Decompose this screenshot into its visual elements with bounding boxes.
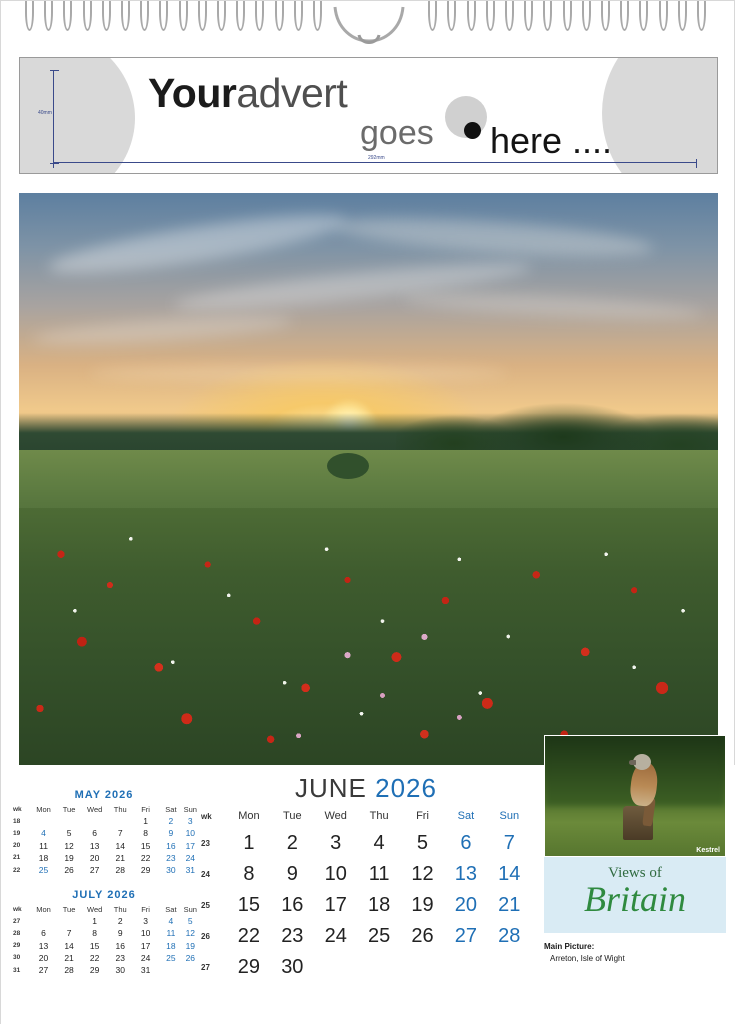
day-cell[interactable]: 16 [281, 894, 304, 916]
wire-coil [486, 1, 495, 31]
day-cell: 14 [115, 840, 125, 851]
day-cell: 9 [168, 828, 174, 839]
brand-block [544, 857, 726, 933]
day-cell: 20 [89, 852, 100, 863]
day-header: Sun [183, 805, 197, 815]
dimension-guide-horizontal [53, 162, 697, 163]
day-cell: 23 [115, 952, 125, 963]
day-cell[interactable]: 29 [237, 956, 261, 978]
day-cell [488, 952, 531, 983]
wire-coil [140, 1, 149, 31]
wire-coil [620, 1, 629, 31]
day-cell: 12 [64, 840, 74, 851]
day-cell: 5 [187, 916, 193, 927]
mini-month-may [11, 789, 197, 876]
day-cell: 13 [89, 840, 100, 851]
wire-coil [428, 1, 437, 31]
day-cell[interactable]: 10 [324, 863, 347, 885]
day-cell: 27 [89, 865, 100, 876]
day-cell[interactable]: 6 [460, 832, 472, 854]
wire-coil [447, 1, 456, 31]
day-cell [401, 952, 444, 983]
day-cell[interactable]: 3 [330, 832, 342, 854]
day-cell [184, 964, 197, 976]
day-cell: 11 [39, 840, 48, 851]
inset-photograph [544, 735, 726, 857]
dimension-width-label: 292mm [368, 155, 385, 161]
day-cell[interactable]: 5 [416, 832, 429, 854]
day-cell[interactable]: 4 [373, 832, 385, 854]
day-header: Mon [36, 805, 51, 815]
day-cell[interactable]: 14 [498, 863, 521, 885]
day-cell: 16 [166, 840, 176, 851]
day-cell: 9 [117, 928, 123, 939]
main-picture-location: Arreton, Isle of Wight [550, 953, 625, 963]
main-picture-label: Main Picture: [544, 942, 595, 951]
advert-word-advert: advert [236, 70, 348, 116]
wire-coil [505, 1, 514, 31]
day-cell: 21 [115, 852, 125, 863]
day-cell: 29 [140, 865, 151, 876]
week-number: 22 [13, 866, 21, 874]
day-cell: 8 [92, 928, 98, 939]
day-cell[interactable]: 2 [286, 832, 298, 854]
advert-panel[interactable] [19, 57, 718, 174]
table-row [11, 964, 197, 976]
wire-coil [524, 1, 533, 31]
day-header: Wed [324, 810, 347, 822]
day-cell: 20 [38, 952, 49, 963]
day-header: Mon [238, 810, 260, 822]
day-cell: 1 [143, 816, 148, 827]
wire-coil [275, 1, 284, 31]
day-cell [31, 915, 57, 927]
day-cell [82, 815, 108, 827]
table-header-row [11, 804, 197, 815]
table-row [11, 852, 197, 864]
day-header: Sat [165, 805, 177, 815]
day-cell [31, 815, 57, 827]
advert-line-3: here .... [490, 120, 613, 161]
wire-coil [563, 1, 572, 31]
bird-beak [629, 760, 636, 765]
day-header: Sun [183, 905, 197, 915]
day-cell: 4 [41, 828, 46, 839]
wire-coil [63, 1, 72, 31]
advert-line-2: goes [360, 114, 434, 152]
table-row [201, 828, 531, 859]
table-row [11, 815, 197, 827]
day-cell: 16 [115, 940, 125, 951]
day-cell: 7 [117, 828, 123, 839]
day-cell[interactable]: 24 [324, 925, 347, 947]
day-cell: 25 [166, 952, 176, 963]
week-number: 30 [13, 954, 21, 962]
wire-coil [697, 1, 706, 31]
main-month-title [201, 773, 531, 804]
week-number: 23 [201, 839, 210, 848]
week-number: 19 [13, 829, 21, 837]
day-cell: 3 [187, 816, 193, 827]
mini-month-july [11, 889, 197, 976]
day-header: Thu [369, 810, 389, 822]
wk-header: wk [13, 906, 22, 914]
inset-caption: Kestrel [696, 847, 720, 854]
mini-month-year: 2026 [107, 889, 136, 901]
day-cell: 15 [89, 940, 100, 951]
week-number: 27 [13, 917, 21, 925]
day-cell: 7 [66, 928, 72, 939]
day-cell[interactable]: 27 [454, 925, 477, 947]
wire-coil [678, 1, 687, 31]
day-cell[interactable]: 18 [367, 894, 391, 916]
day-header: Fri [141, 905, 150, 915]
day-cell: 4 [168, 916, 174, 927]
day-cell: 18 [166, 940, 176, 951]
day-cell: 3 [143, 916, 148, 927]
day-cell: 11 [166, 928, 176, 939]
day-cell: 6 [92, 828, 98, 839]
day-cell [107, 815, 133, 827]
day-cell[interactable]: 15 [237, 894, 261, 916]
mini-month-title [11, 889, 197, 901]
wire-coil [582, 1, 591, 31]
day-cell: 10 [140, 928, 151, 939]
week-number: 26 [201, 932, 210, 941]
wire-coil [179, 1, 188, 31]
mini-month-year: 2026 [104, 789, 134, 801]
day-cell [444, 952, 487, 983]
main-month-table [201, 810, 531, 983]
day-cell: 22 [140, 852, 151, 863]
day-cell: 8 [143, 828, 148, 839]
mini-month-table [11, 904, 197, 976]
wire-coil [159, 1, 168, 31]
day-header: Tue [62, 805, 76, 815]
day-cell[interactable]: 8 [243, 863, 255, 885]
day-cell: 15 [140, 840, 151, 851]
day-cell: 29 [89, 965, 100, 976]
wire-coil [467, 1, 476, 31]
brand-line-1: Views of [608, 865, 662, 881]
day-header: Mon [36, 905, 51, 915]
table-row [11, 915, 197, 927]
day-cell: 24 [185, 852, 196, 863]
main-month-name: JUNE [295, 773, 367, 803]
day-cell[interactable]: 30 [281, 956, 304, 978]
day-cell: 22 [89, 952, 100, 963]
day-header: Tue [62, 905, 76, 915]
mini-month-name: JULY [72, 889, 104, 901]
table-header-row [201, 810, 531, 828]
wire-coil [601, 1, 610, 31]
day-cell [56, 815, 81, 827]
day-header: Sun [499, 810, 520, 822]
advert-word-your: Your [148, 70, 237, 116]
day-cell: 19 [64, 852, 74, 863]
wire-coil [83, 1, 92, 31]
day-header: Tue [283, 810, 302, 822]
week-number: 24 [201, 870, 210, 879]
week-number: 21 [13, 854, 21, 862]
day-cell[interactable]: 19 [411, 894, 434, 916]
day-cell [314, 952, 357, 983]
day-cell[interactable]: 22 [237, 925, 261, 947]
day-cell [357, 952, 400, 983]
day-cell [56, 915, 81, 927]
day-header: Sat [165, 905, 177, 915]
day-header: Thu [113, 805, 127, 815]
day-cell: 10 [185, 828, 196, 839]
dimension-guide-vertical [53, 70, 54, 164]
day-cell: 12 [185, 928, 196, 939]
day-cell: 23 [166, 852, 176, 863]
day-cell[interactable]: 1 [243, 832, 255, 854]
wire-coil [102, 1, 111, 31]
day-cell: 27 [38, 965, 49, 976]
table-row [11, 840, 197, 852]
day-cell[interactable]: 17 [324, 894, 347, 916]
week-number: 18 [13, 817, 21, 825]
day-cell: 18 [38, 852, 49, 863]
day-cell[interactable]: 12 [411, 863, 434, 885]
day-cell: 28 [64, 965, 74, 976]
table-row [201, 921, 531, 952]
day-cell[interactable]: 28 [498, 925, 521, 947]
day-cell: 1 [92, 916, 98, 927]
day-cell[interactable]: 20 [454, 894, 477, 916]
day-cell: 28 [115, 865, 125, 876]
day-cell: 30 [166, 865, 176, 876]
day-cell: 19 [185, 940, 196, 951]
hanging-hook-icon [331, 5, 407, 47]
wire-coil [198, 1, 207, 31]
day-cell [158, 964, 183, 976]
week-number: 25 [201, 901, 210, 910]
wire-coil [543, 1, 552, 31]
main-month-block [201, 773, 531, 983]
table-row [11, 940, 197, 952]
table-header-row [11, 904, 197, 915]
day-cell: 13 [38, 940, 49, 951]
right-panel [544, 735, 726, 1005]
cloud [89, 365, 509, 381]
main-photograph [19, 193, 718, 765]
wire-coil [659, 1, 668, 31]
day-cell: 6 [41, 928, 46, 939]
day-cell: 17 [185, 840, 196, 851]
day-header: Wed [87, 905, 103, 915]
wire-coil [25, 1, 34, 31]
day-cell[interactable]: 11 [368, 863, 390, 885]
wire-coil [121, 1, 130, 31]
day-cell: 21 [64, 952, 74, 963]
week-number: 20 [13, 842, 21, 850]
table-row [201, 859, 531, 890]
day-cell: 24 [140, 952, 151, 963]
day-cell: 2 [168, 816, 174, 827]
day-cell: 26 [64, 865, 74, 876]
table-row [11, 927, 197, 939]
day-cell[interactable]: 26 [411, 925, 434, 947]
day-cell: 31 [185, 865, 196, 876]
day-cell[interactable]: 9 [286, 863, 298, 885]
advert-line-1 [148, 70, 347, 117]
wire-binding [1, 1, 735, 57]
day-cell: 5 [66, 828, 72, 839]
day-header: Fri [141, 805, 150, 815]
week-number: 29 [13, 942, 21, 950]
day-cell: 14 [64, 940, 74, 951]
wire-coil [313, 1, 322, 31]
table-row [11, 827, 197, 839]
day-header: Fri [416, 810, 429, 822]
calendar-band [1, 765, 735, 1025]
day-cell[interactable]: 7 [503, 832, 515, 854]
week-number: 28 [13, 929, 21, 937]
day-cell[interactable]: 21 [498, 894, 521, 916]
day-cell: 25 [38, 865, 49, 876]
week-number: 27 [201, 963, 210, 972]
day-header: Wed [87, 805, 103, 815]
day-cell: 17 [140, 940, 151, 951]
mini-month-table [11, 804, 197, 876]
wire-coil [217, 1, 226, 31]
wire-coil [639, 1, 648, 31]
wk-header: wk [201, 811, 212, 821]
table-row [201, 952, 531, 983]
day-header: Sat [457, 810, 475, 822]
lone-tree [327, 453, 369, 479]
main-month-year: 2026 [375, 773, 437, 803]
mini-month-title [11, 789, 197, 801]
wire-coil [255, 1, 264, 31]
table-row [11, 864, 197, 876]
wire-coil [294, 1, 303, 31]
day-cell[interactable]: 23 [281, 925, 304, 947]
day-cell: 31 [140, 965, 151, 976]
wk-header: wk [13, 806, 22, 814]
day-cell: 2 [117, 916, 123, 927]
day-cell: 30 [115, 965, 125, 976]
wire-coil [236, 1, 245, 31]
main-picture-caption [544, 941, 625, 964]
day-cell[interactable]: 25 [367, 925, 391, 947]
mini-month-name: MAY [74, 789, 101, 801]
day-cell[interactable]: 13 [454, 863, 477, 885]
day-header: Thu [113, 905, 127, 915]
table-row [11, 952, 197, 964]
week-number: 31 [13, 966, 21, 974]
wire-coil [44, 1, 53, 31]
brand-line-2: Britain [583, 879, 686, 919]
day-cell: 26 [185, 952, 196, 963]
dimension-height-label: 40mm [38, 110, 52, 116]
table-row [201, 890, 531, 921]
